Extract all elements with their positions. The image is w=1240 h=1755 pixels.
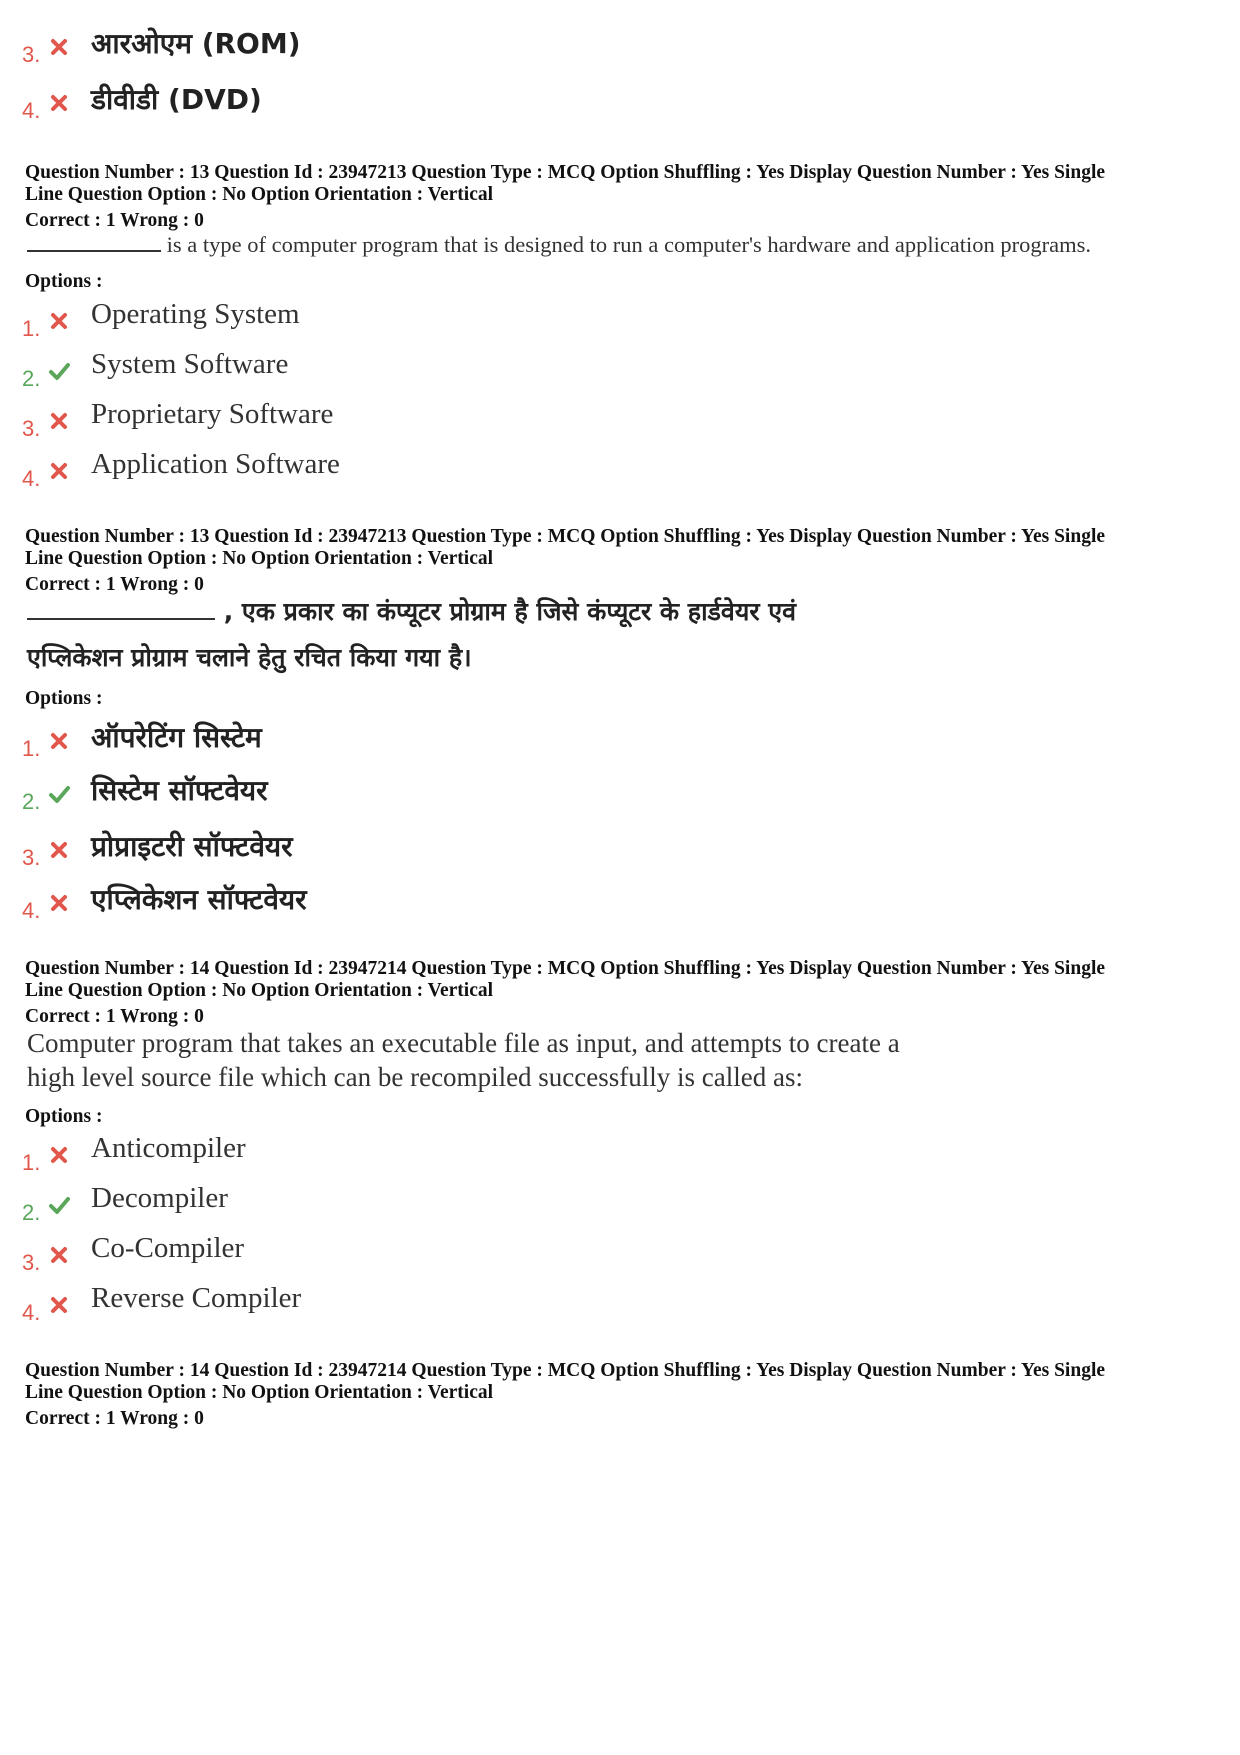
question-text-line2: high level source file which can be recompiled successfully is called as: (27, 1062, 803, 1092)
option-number: 3. (22, 1250, 41, 1275)
option-number: 2. (22, 366, 41, 391)
meta-line: Question Number : 13 Question Id : 23947213 Question Type : MCQ Option Shuffling : Yes Display Question Number : Yes Single (25, 162, 1106, 183)
option-row (22, 296, 1172, 346)
option-text: Anticompiler (91, 1132, 246, 1164)
cross-icon (48, 839, 70, 861)
cross-icon (48, 410, 70, 432)
cross-icon (48, 1294, 70, 1316)
option-text: आरओएम (ROM) (91, 27, 301, 60)
meta-line: Line Question Option : No Option Orientation : Vertical (25, 980, 494, 1001)
question-meta (25, 1360, 1220, 1430)
check-icon (48, 360, 70, 382)
question-text (27, 594, 796, 628)
option-number: 1. (22, 1150, 41, 1175)
option-number: 4. (22, 1300, 41, 1325)
question-text-body: is a type of computer program that is designed to run a computer's hardware and application programs. (166, 232, 1092, 257)
cross-icon (48, 730, 70, 752)
options-label: Options : (25, 271, 103, 292)
meta-line: Line Question Option : No Option Orientation : Vertical (25, 548, 494, 569)
option-row (22, 878, 1172, 928)
option-number: 4. (22, 898, 41, 923)
options-label: Options : (25, 1106, 103, 1127)
option-number: 1. (22, 736, 41, 761)
option-number: 2. (22, 1200, 41, 1225)
options-label: Options : (25, 688, 103, 709)
check-icon (48, 1194, 70, 1216)
option-row (22, 396, 1172, 446)
option-number: 4. (22, 466, 41, 491)
option-text: Operating System (91, 298, 300, 330)
score-line: Correct : 1 Wrong : 0 (25, 1408, 204, 1429)
option-row (22, 1130, 1172, 1180)
answer-blank (27, 618, 215, 620)
cross-icon (48, 36, 70, 58)
option-row (22, 22, 1172, 72)
score-line: Correct : 1 Wrong : 0 (25, 210, 204, 231)
option-text: System Software (91, 348, 289, 380)
question-text-line1: Computer program that takes an executable file as input, and attempts to create a (27, 1028, 900, 1058)
cross-icon (48, 310, 70, 332)
score-line: Correct : 1 Wrong : 0 (25, 1006, 204, 1027)
cross-icon (48, 460, 70, 482)
cross-icon (48, 1144, 70, 1166)
check-icon (48, 783, 70, 805)
option-text: प्रोप्राइटरी सॉफ्टवेयर (91, 830, 293, 863)
option-row (22, 825, 1172, 875)
question-meta (25, 958, 1220, 1028)
option-text: एप्लिकेशन सॉफ्टवेयर (91, 883, 307, 916)
option-row (22, 769, 1172, 819)
answer-blank (27, 250, 161, 252)
option-row (22, 346, 1172, 396)
question-meta (25, 162, 1220, 232)
cross-icon (48, 92, 70, 114)
option-row (22, 716, 1172, 766)
cross-icon (48, 892, 70, 914)
question-text-body: , एक प्रकार का कंप्यूटर प्रोग्राम है जिसे कंप्यूटर के हार्डवेयर एवं (223, 597, 796, 626)
option-number: 4. (22, 98, 41, 123)
option-row (22, 1280, 1172, 1330)
option-text: डीवीडी (DVD) (91, 83, 262, 116)
option-text: ऑपरेटिंग सिस्टेम (91, 721, 262, 754)
option-number: 3. (22, 416, 41, 441)
meta-line: Question Number : 14 Question Id : 23947214 Question Type : MCQ Option Shuffling : Yes Display Question Number : Yes Single (25, 1360, 1106, 1381)
question-text-line2: एप्लिकेशन प्रोग्राम चलाने हेतु रचित किया गया है। (27, 643, 472, 672)
option-row (22, 1180, 1172, 1230)
option-number: 2. (22, 789, 41, 814)
option-text: सिस्टेम सॉफ्टवेयर (91, 774, 268, 807)
option-number: 3. (22, 845, 41, 870)
question-text (27, 232, 1091, 258)
cross-icon (48, 1244, 70, 1266)
option-number: 1. (22, 316, 41, 341)
option-text: Application Software (91, 448, 340, 480)
option-number: 3. (22, 42, 41, 67)
option-row (22, 78, 1172, 128)
score-line: Correct : 1 Wrong : 0 (25, 574, 204, 595)
option-row (22, 446, 1172, 496)
option-row (22, 1230, 1172, 1280)
option-text: Reverse Compiler (91, 1282, 302, 1314)
meta-line: Question Number : 14 Question Id : 23947214 Question Type : MCQ Option Shuffling : Yes Display Question Number : Yes Single (25, 958, 1106, 979)
meta-line: Line Question Option : No Option Orientation : Vertical (25, 184, 494, 205)
option-text: Co-Compiler (91, 1232, 245, 1264)
option-text: Proprietary Software (91, 398, 334, 430)
meta-line: Question Number : 13 Question Id : 23947213 Question Type : MCQ Option Shuffling : Yes Display Question Number : Yes Single (25, 526, 1106, 547)
question-meta (25, 526, 1220, 596)
option-text: Decompiler (91, 1182, 228, 1214)
meta-line: Line Question Option : No Option Orientation : Vertical (25, 1382, 494, 1403)
